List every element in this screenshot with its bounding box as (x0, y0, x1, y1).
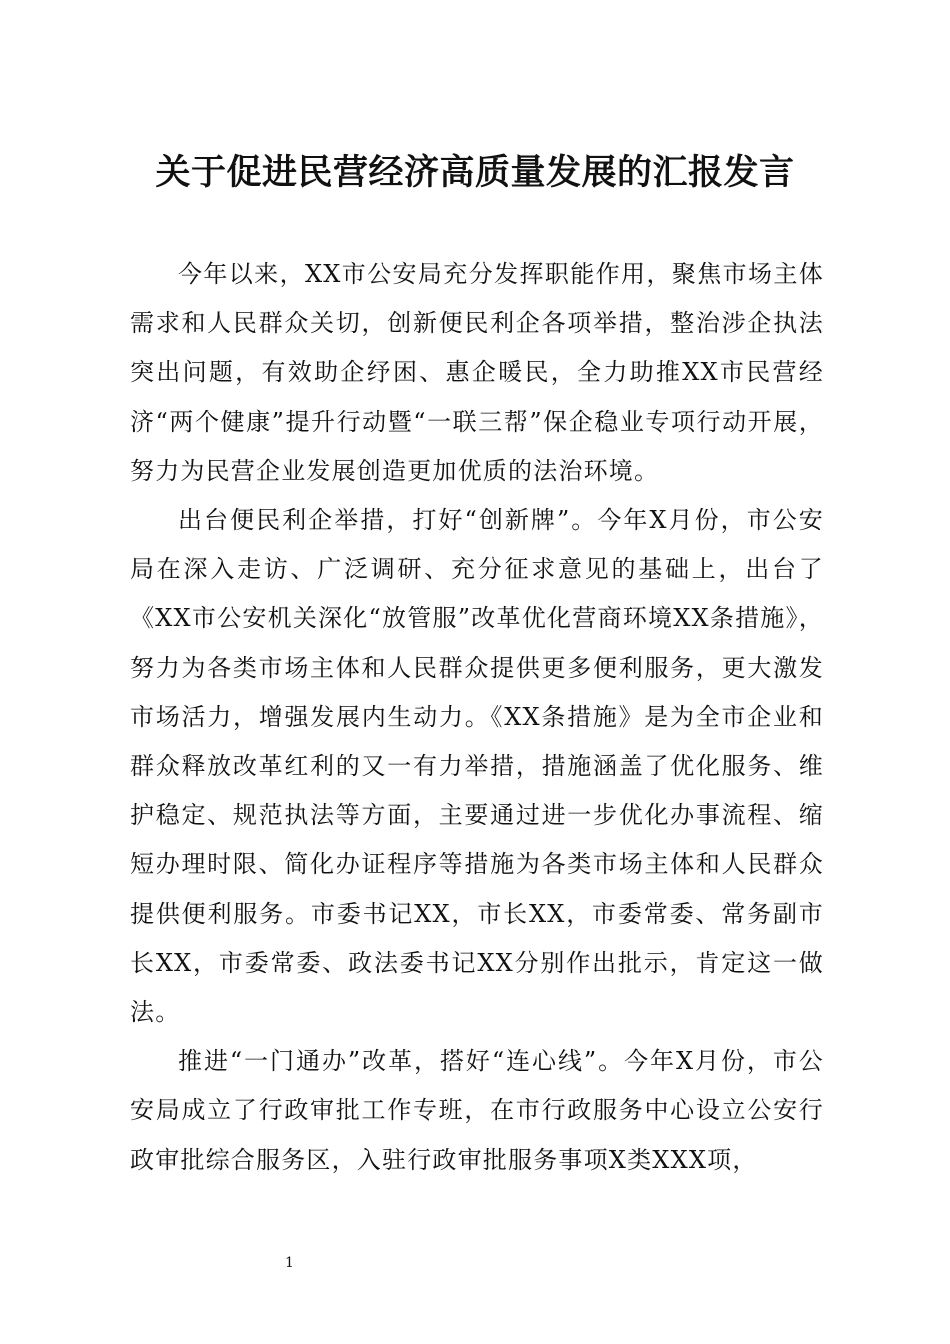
document-body (130, 250, 824, 1185)
page-number: 1 (285, 1255, 294, 1271)
paragraph-innovation: 出台便民利企举措，打好“创新牌”。今年X月份，市公安局在深入走访、广泛调研、充分征求意见的基础上，出台了《XX市公安机关深化“放管服”改革优化营商环境XX条措施》，努力为各类市场主体和人民群众提供更多便利服务，更大激发市场活力，增强发展内生动力。《XX条措施》是为全市企业和群众释放改革红利的又一有力举措，措施涵盖了优化服务、维护稳定、规范执法等方面，主要通过进一步优化办事流程、缩短办理时限、简化办证程序等措施为各类市场主体和人民群众提供便利服务。市委书记XX，市长XX，市委常委、常务副市长XX，市委常委、政法委书记XX分别作出批示，肯定这一做法。 (130, 506, 824, 1027)
document-title: 关于促进民营经济高质量发展的汇报发言 (155, 152, 795, 193)
paragraph-one-door-service: 推进“一门通办”改革，搭好“连心线”。今年X月份，市公安局成立了行政审批工作专班，在市行政服务中心设立公安行政审批综合服务区，入驻行政审批服务事项X类XXX项， (130, 1047, 824, 1174)
paragraph-intro: 今年以来，XX市公安局充分发挥职能作用，聚焦市场主体需求和人民群众关切，创新便民利企各项举措，整治涉企执法突出问题，有效助企纾困、惠企暖民，全力助推XX市民营经济“两个健康”提升行动暨“一联三帮”保企稳业专项行动开展，努力为民营企业发展创造更加优质的法治环境。 (130, 260, 824, 485)
